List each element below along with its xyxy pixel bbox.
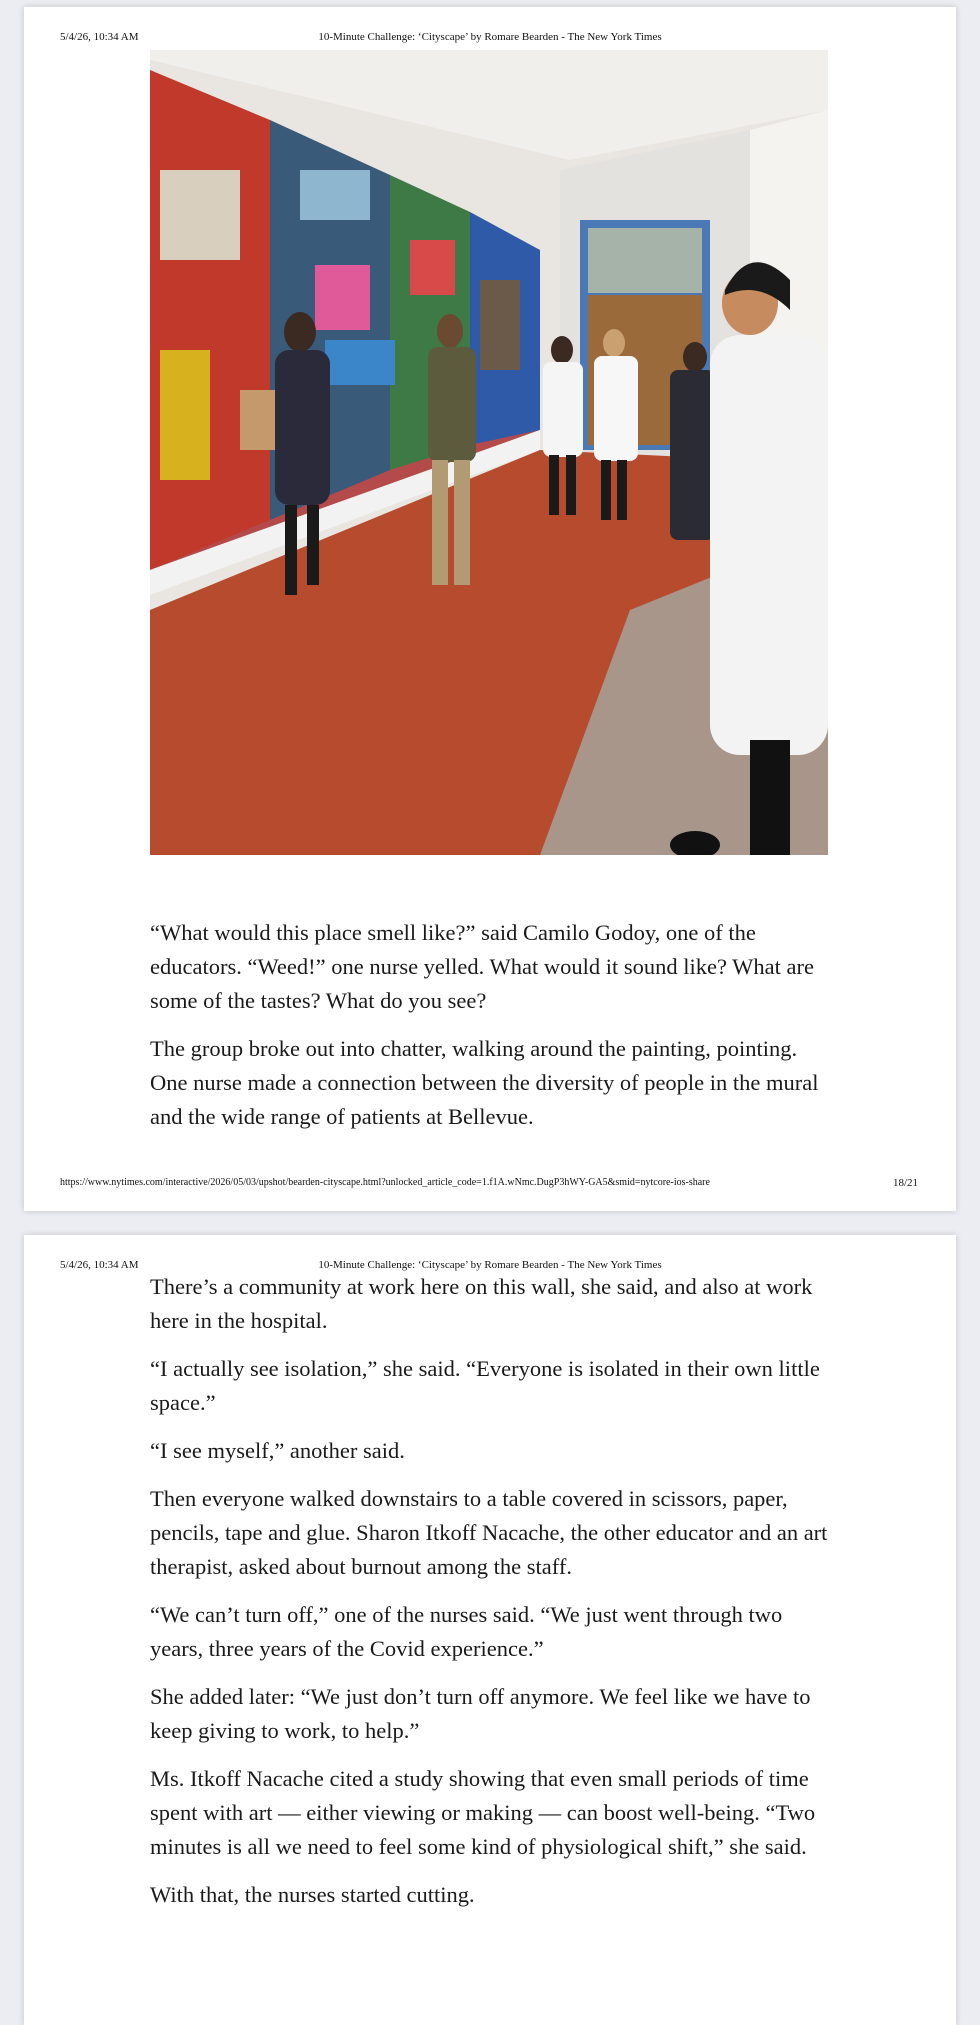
print-page-2 [24,1235,956,2025]
article-body [150,916,830,1148]
paragraph: Then everyone walked downstairs to a table covered in scissors, paper, pencils, tape and glue. Sharon Itkoff Nacache, the other educator and an art therapist, asked about burnout among the staff. [150,1486,828,1579]
paragraph: Ms. Itkoff Nacache cited a study showing that even small periods of time spent with art — either viewing or making — can boost well-being. “Two minutes is all we need to feel some kind of physiological shift,” she said. [150,1766,816,1859]
header-title: 10-Minute Challenge: ‘Cityscape’ by Romare Bearden - The New York Times [318,31,662,43]
paragraph: The group broke out into chatter, walking around the painting, pointing. One nurse made a connection between the diversity of people in the mural and the wide range of patients at Bellevue. [150,1036,819,1129]
header-date: 5/4/26, 10:34 AM [60,1259,139,1271]
paragraph: There’s a community at work here on this wall, she said, and also at work here in the hospital. [150,1274,813,1333]
print-page-1 [24,7,956,1211]
paragraph: “We can’t turn off,” one of the nurses said. “We just went through two years, three years of the Covid experience.” [150,1602,783,1661]
paragraph: “I see myself,” another said. [150,1438,405,1463]
article-photo [150,50,828,855]
article-body [150,1270,830,1926]
footer-url[interactable]: https://www.nytimes.com/interactive/2026/05/03/upshot/bearden-cityscape.html?unlocked_article_code=1.f1A.wNmc.DugP3hWY-GA5&smid=nytcore-ios-share [60,1177,710,1188]
header-date: 5/4/26, 10:34 AM [60,31,139,43]
paragraph: “What would this place smell like?” said Camilo Godoy, one of the educators. “Weed!” one nurse yelled. What would it sound like? What are some of the tastes? What do you see? [150,920,814,1013]
paragraph: With that, the nurses started cutting. [150,1882,475,1907]
page-number: 18/21 [892,1177,918,1189]
paragraph: She added later: “We just don’t turn off anymore. We feel like we have to keep giving to work, to help.” [150,1684,811,1743]
paragraph: “I actually see isolation,” she said. “Everyone is isolated in their own little space.” [150,1356,820,1415]
header-title: 10-Minute Challenge: ‘Cityscape’ by Romare Bearden - The New York Times [318,1259,662,1271]
